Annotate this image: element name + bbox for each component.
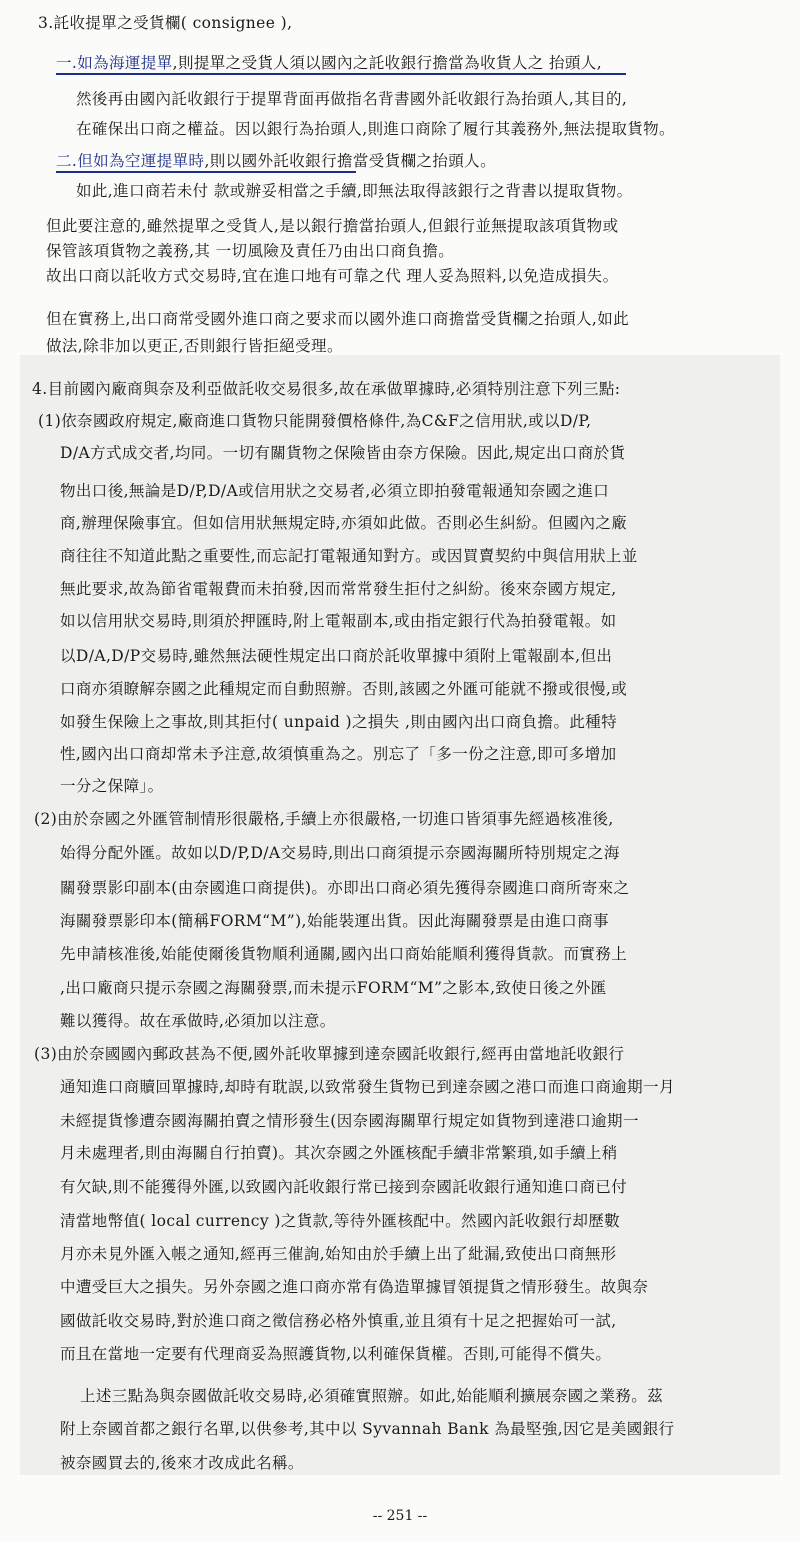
point-1-underline <box>56 73 626 75</box>
point-2-underline <box>56 171 356 173</box>
point-1-line-3: 在確保出口商之權益。因以銀行為抬頭人,則進口商除了履行其義務外,無法提取貨物。 <box>76 120 675 138</box>
closing-line-2: 附上奈國首都之銀行名單,以供參考,其中以 Syvannah Bank 為最堅強,因它是美國銀行 <box>60 1420 675 1438</box>
item-3-line-1: (3)由於奈國國內郵政甚為不便,國外託收單據到達奈國託收銀行,經再由當地託收銀行 <box>34 1045 625 1063</box>
item-3-line-6: 清當地幣值( local currency )之貨款,等待外匯核配中。然國內託收銀行却歷數 <box>60 1212 621 1230</box>
point-1-keyword: 如為海運提單 <box>77 54 173 72</box>
point-2-label: 二. <box>56 152 78 170</box>
practice-line-2: 做法,除非加以更正,否則銀行皆拒絕受理。 <box>46 337 343 355</box>
point-2-line-1 <box>56 150 496 172</box>
point-2-line-2: 如此,進口商若未付 款或辦妥相當之手續,即無法取得該銀行之背書以提取貨物。 <box>76 182 633 200</box>
point-2-keyword: 但如為空運提單時 <box>77 152 205 170</box>
item-2-line-3: 關發票影印副本(由奈國進口商提供)。亦即出口商必須先獲得奈國進口商所寄來之 <box>60 879 630 897</box>
point-2-text: ,則以國外託收銀行擔當受貨欄之抬頭人。 <box>204 152 496 170</box>
item-1-line-2: D/A方式成交者,均同。一切有關貨物之保險皆由奈方保險。因此,規定出口商於貨 <box>60 444 626 462</box>
item-2-line-4: 海關發票影印本(簡稱FORM“M”),始能裝運出貨。因此海關發票是由進口商事 <box>60 912 609 930</box>
item-1-line-9: 口商亦須瞭解奈國之此種規定而自動照辦。否則,該國之外匯可能就不撥或很慢,或 <box>60 680 628 698</box>
section-4-title: 4.目前國內廠商與奈及利亞做託收交易很多,故在承做單據時,必須特別注意下列三點: <box>32 380 621 398</box>
item-1-line-6: 無此要求,故為節省電報費而未拍發,因而常常發生拒付之糾紛。後來奈國方規定, <box>60 580 617 598</box>
item-1-line-7: 如以信用狀交易時,則須於押匯時,附上電報副本,或由指定銀行代為拍發電報。如 <box>60 612 617 630</box>
caution-line-3: 故出口商以託收方式交易時,宜在進口地有可靠之代 理人妥為照料,以免造成損失。 <box>46 267 619 285</box>
caution-line-2: 保管該項貨物之義務,其 一切風險及責任乃由出口商負擔。 <box>46 242 455 260</box>
page-number: -- 251 -- <box>372 1508 428 1524</box>
item-3-line-9: 國做託收交易時,對於進口商之徵信務必格外慎重,並且須有十足之把握始可一試, <box>60 1312 617 1330</box>
closing-line-3: 被奈國買去的,後來才改成此名稱。 <box>60 1454 304 1472</box>
item-2-line-6: ,出口廠商只提示奈國之海關發票,而未提示FORM“M”之影本,致使日後之外匯 <box>60 979 607 997</box>
item-2-line-2: 始得分配外匯。故如以D/P,D/A交易時,則出口商須提示奈國海關所特別規定之海 <box>60 844 620 862</box>
point-1-line-1 <box>56 52 602 74</box>
item-3-line-10: 而且在當地一定要有代理商妥為照護貨物,以利確保貨權。否則,可能得不償失。 <box>60 1345 612 1363</box>
item-1-line-4: 商,辦理保險事宜。但如信用狀無規定時,亦須如此做。否則必生糾紛。但國內之廠 <box>60 514 628 532</box>
item-2-line-5: 先申請核准後,始能使爾後貨物順利通關,國內出口商始能順利獲得貨款。而實務上 <box>60 945 628 963</box>
item-1-line-5: 商往往不知道此點之重要性,而忘記打電報通知對方。或因買賣契約中與信用狀上並 <box>60 547 638 565</box>
point-1-label: 一. <box>56 54 78 72</box>
item-2-line-7: 難以獲得。故在承做時,必須加以注意。 <box>60 1012 336 1030</box>
closing-line-1: 上述三點為與奈國做託收交易時,必須確實照辦。如此,始能順利擴展奈國之業務。茲 <box>80 1387 664 1405</box>
item-2-line-1: (2)由於奈國之外匯管制情形很嚴格,手續上亦很嚴格,一切進口皆須事先經過核准後, <box>34 810 614 828</box>
item-3-line-4: 月未處理者,則由海關自行拍賣)。其次奈國之外匯核配手續非常繁瑣,如手續上稍 <box>60 1144 618 1162</box>
item-1-line-3: 物出口後,無論是D/P,D/A或信用狀之交易者,必須立即拍發電報通知奈國之進口 <box>60 482 610 500</box>
item-1-line-10: 如發生保險上之事故,則其拒付( unpaid )之損失 ,則由國內出口商負擔。此種特 <box>60 713 618 731</box>
point-1-line-2: 然後再由國內託收銀行于提單背面再做指名背書國外託收銀行為抬頭人,其目的, <box>76 90 628 108</box>
item-1-line-12: 一分之保障」。 <box>60 777 164 795</box>
caution-line-1: 但此要注意的,雖然提單之受貨人,是以銀行擔當抬頭人,但銀行並無提取該項貨物或 <box>46 217 619 235</box>
item-1-line-8: 以D/A,D/P交易時,雖然無法硬性規定出口商於託收單據中須附上電報副本,但出 <box>60 647 613 665</box>
practice-line-1: 但在實務上,出口商常受國外進口商之要求而以國外進口商擔當受貨欄之抬頭人,如此 <box>46 310 630 328</box>
item-3-line-5: 有欠缺,則不能獲得外匯,以致國內託收銀行常已接到奈國託收銀行通知進口商已付 <box>60 1178 628 1196</box>
point-1-text: ,則提單之受貨人須以國內之託收銀行擔當為收貨人之 抬頭人, <box>172 54 603 72</box>
item-3-line-2: 通知進口商贖回單據時,却時有耽誤,以致常發生貨物已到達奈國之港口而進口商逾期一月 <box>60 1078 675 1096</box>
item-3-line-7: 月亦未見外匯入帳之通知,經再三催詢,始知由於手續上出了紕漏,致使出口商無形 <box>60 1245 617 1263</box>
item-3-line-3: 未經提貨慘遭奈國海關拍賣之情形發生(因奈國海關單行規定如貨物到達港口逾期一 <box>60 1112 639 1130</box>
item-1-line-1: (1)依奈國政府規定,廠商進口貨物只能開發價格條件,為C&F之信用狀,或以D/P, <box>38 412 592 430</box>
section-3-title: 3.託收提單之受貨欄( consignee ), <box>38 14 293 32</box>
item-1-line-11: 性,國內出口商却常未予注意,故須慎重為之。別忘了「多一份之注意,即可多增加 <box>60 745 617 763</box>
item-3-line-8: 中遭受巨大之損失。另外奈國之進口商亦常有偽造單據冒領提貨之情形發生。故與奈 <box>60 1278 649 1296</box>
